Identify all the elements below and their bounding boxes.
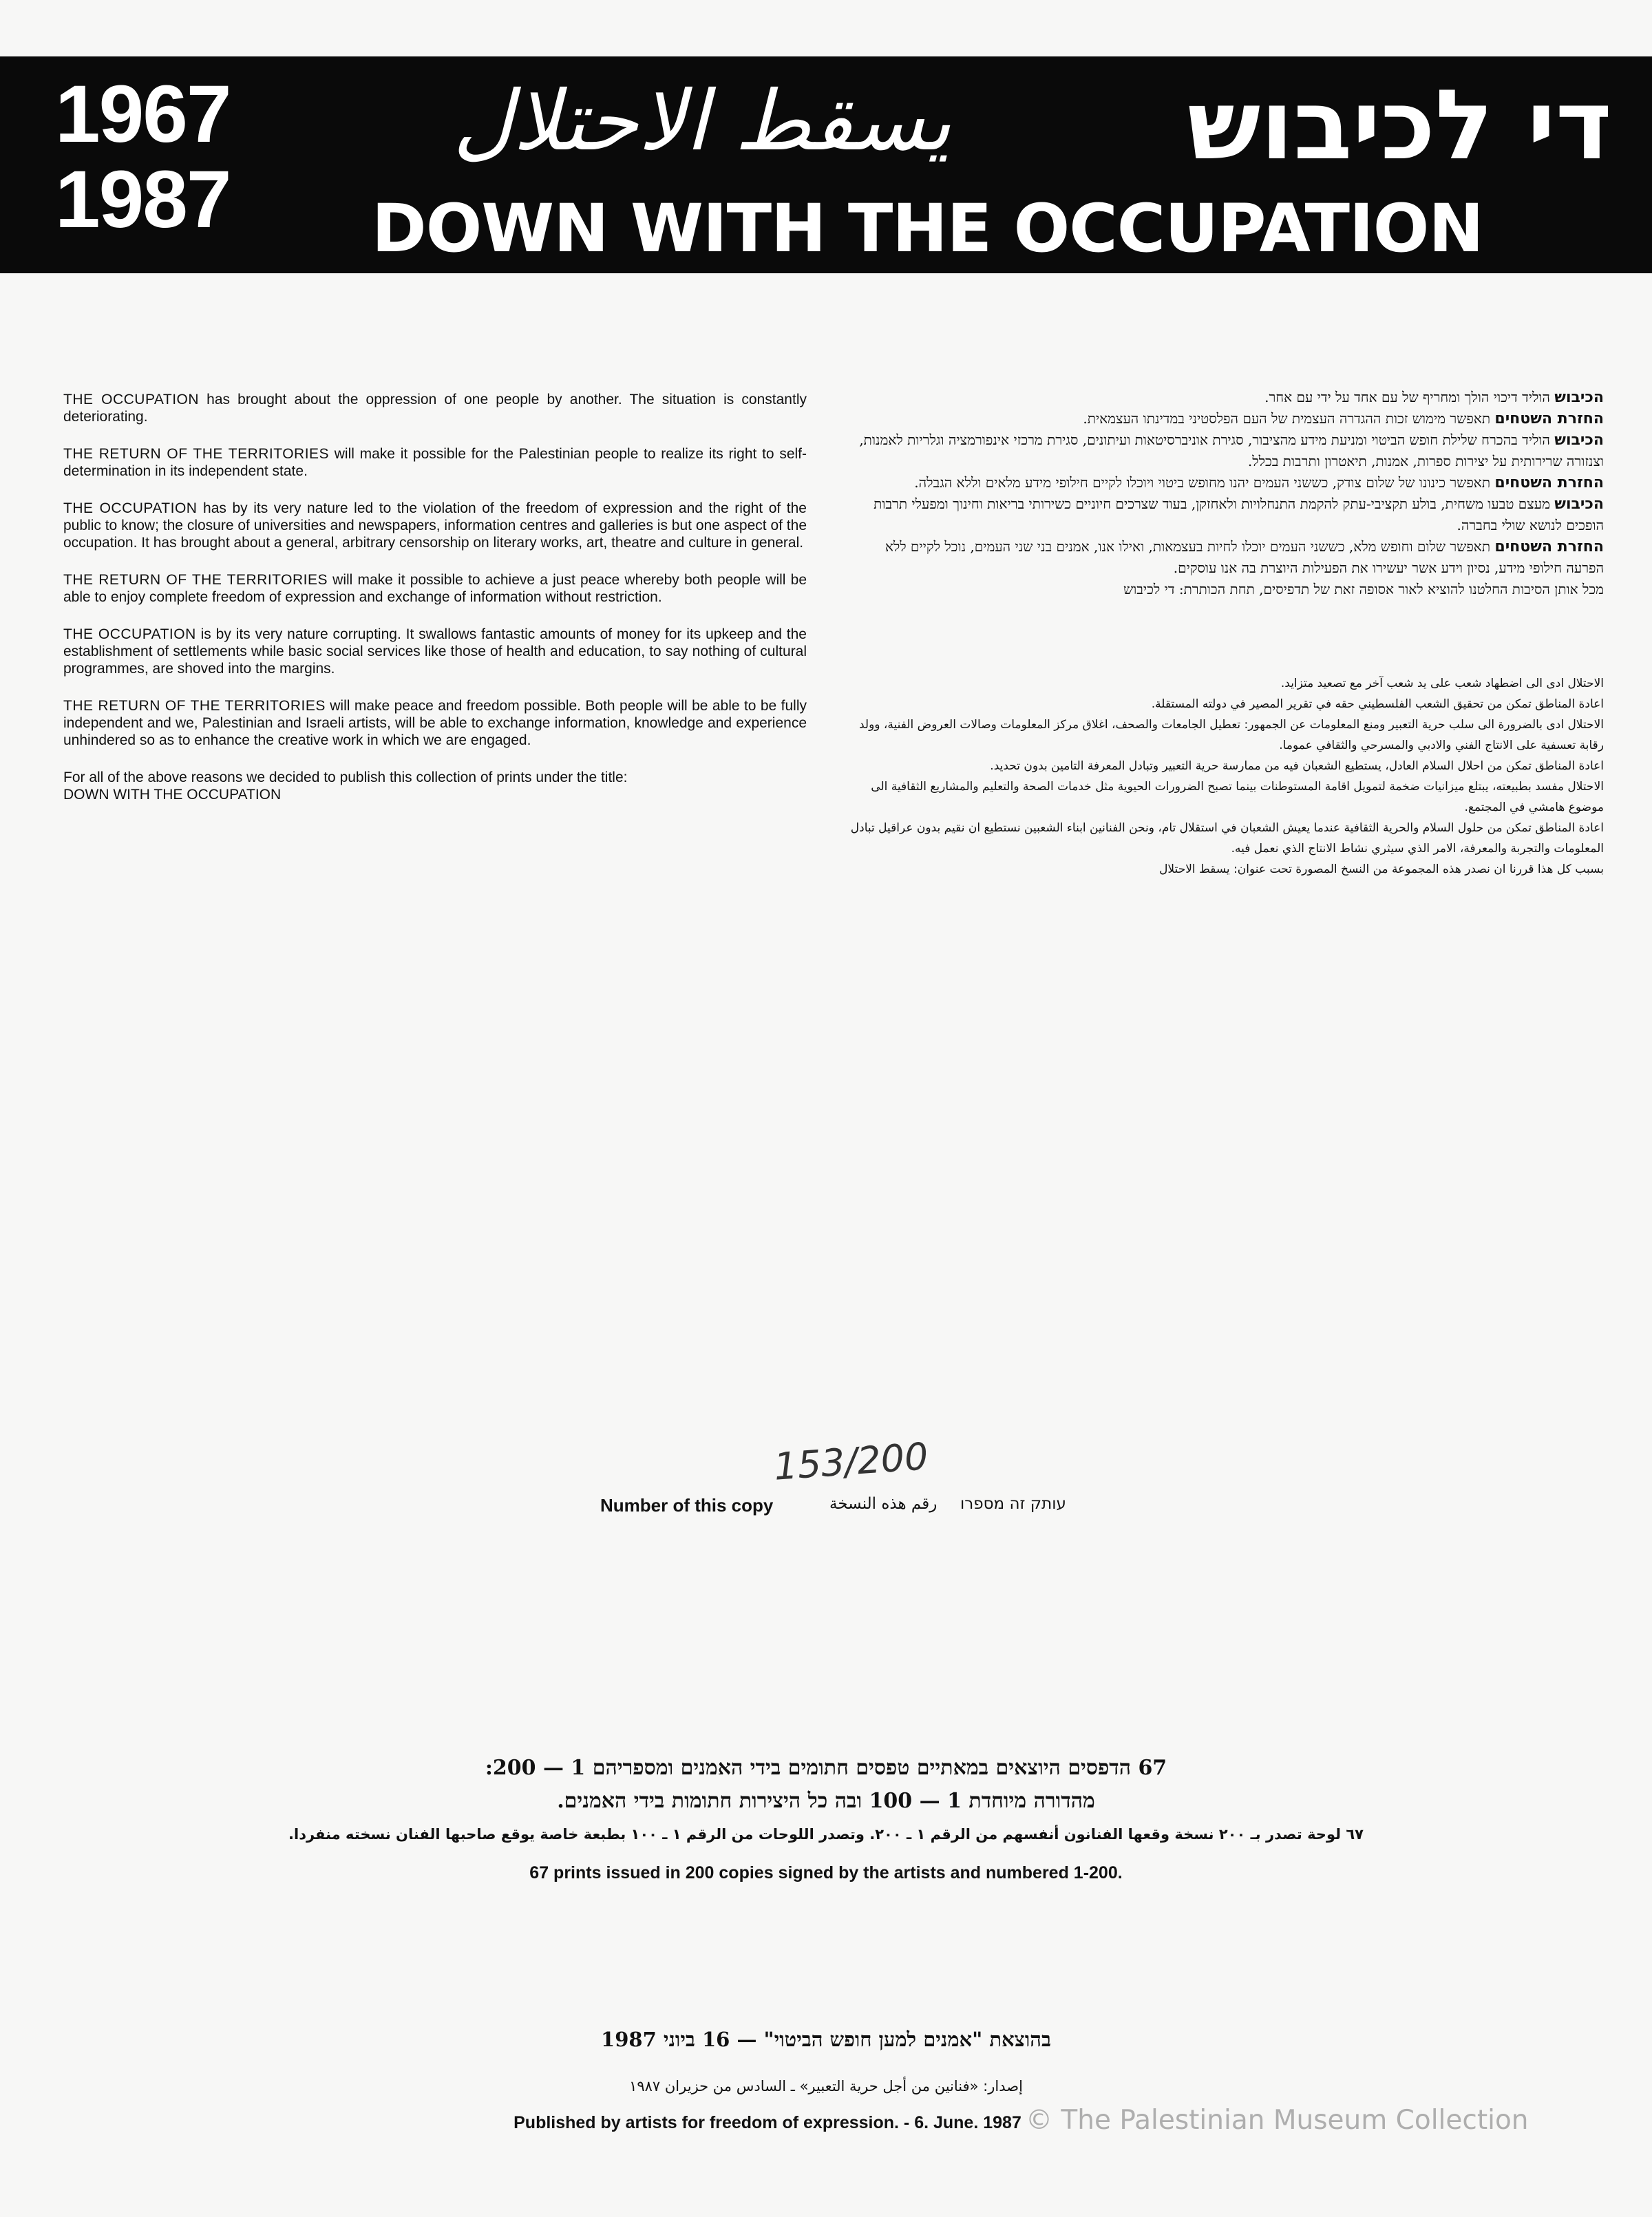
arabic-paragraph: اعادة المناطق تمكن من تحقيق الشعب الفلسطيني حقه في تقرير المصير في دولته المستقلة. [1151,697,1604,711]
arabic-title: يسقط الاحتلال [452,74,952,169]
copy-label-arabic: رقم هذه النسخة [829,1495,938,1513]
hebrew-paragraph: החזרת השטחים תאפשר שלום וחופש מלא, כששני העמים יוכלו לחיות בעצמאות, ואילו אנו, אמנים בני שני העמים, נוכל לקיים ללא הפרעה חילופי מידע, נסיון וידע אשר יעשירו את הפעילות היוצרת בה אנו עוסקים. [885,538,1604,576]
year-end: 1987 [55,154,231,245]
handwritten-copy-number: 153/200 [772,1434,930,1489]
collection-watermark: © The Palestinian Museum Collection [1026,2105,1529,2136]
arabic-paragraph: اعادة المناطق تمكن من احلال السلام العادل، يستطيع الشعبان فيه من ممارسة حرية التعبير وتبادل المعرفة التامين بدون تحديد. [990,759,1604,773]
hebrew-statement [847,387,1604,600]
years [55,69,317,245]
edition-hebrew-line-1: 67 הדפסים היוצאים במאתיים טפסים חתומים בידי האמנים ומספריהם 1 — 200: [485,1756,1167,1780]
english-paragraph: THE RETURN OF THE TERRITORIES will make peace and freedom possible. Both people will be able to be fully independent and we, Palestinian and Israeli artists, will be able to exchange information, knowledge and experience unhindered so as to enhance the creative work in which we are engaged. [63,698,807,748]
hebrew-paragraph: החזרת השטחים תאפשר מימוש זכות ההגדרה העצמית של העם הפלסטיני במדינתו העצמאית. [1083,410,1604,427]
arabic-paragraph: بسبب كل هذا قررنا ان نصدر هذه المجموعة من النسخ المصورة تحت عنوان: يسقط الاحتلال [1159,862,1604,876]
english-paragraph: THE RETURN OF THE TERRITORIES will make it possible to achieve a just peace whereby both people will be able to enjoy complete freedom of expression and exchange of information without restriction. [63,572,807,605]
english-paragraph: THE RETURN OF THE TERRITORIES will make it possible for the Palestinian people to realize its right to self-determination in its independent state. [63,446,807,479]
edition-english-line: 67 prints issued in 200 copies signed by the artists and numbered 1-200. [529,1863,1123,1882]
hebrew-paragraph: הכיבוש הוליד בהכרח שלילת חופש הביטוי ומניעת מידע מהציבור, סגירת אוניברסיטאות ועיתונים, סגירת מרכזי אינפורמציה וגלריות לאמנות, וצנזורה שרירותית על יצירות ספרות, אמנות, תיאטרון ותרבות בכלל. [859,432,1604,469]
arabic-paragraph: اعادة المناطق تمكن من حلول السلام والحرية الثقافية عندما يعيش الشعبان في استقلال تام، ونحن الفنانين ابناء الشعبين نستطيع ان نقيم بدون عراقيل تبادل المعلومات والتجربة والمعرفة، الامر الذي سيثري نشاط الانتاج الذي نعمل فيه. [850,821,1604,856]
arabic-paragraph: الاحتلال ادى الى اضطهاد شعب على يد شعب آخر مع تصعيد متزايد. [1280,677,1604,690]
english-paragraph: For all of the above reasons we decided to publish this collection of prints under the title: DOWN WITH THE OCCUPATION [63,770,628,803]
edition-arabic-line: ٦٧ لوحة تصدر بـ ٢٠٠ نسخة وقعها الفنانون أنفسهم من الرقم ١ ـ ٢٠٠. وتصدر اللوحات من الرقم ١ ـ ١٠٠ بطبعة خاصة يوقع صاحبها الفنان نسخته منفردا. [288,1826,1364,1843]
copy-number-row [413,1495,1239,1523]
publisher-arabic-line: إصدار: «فنانين من أجل حرية التعبير» ـ السادس من حزيران ١٩٨٧ [629,2078,1023,2094]
english-statement [63,391,807,803]
english-paragraph: THE OCCUPATION has brought about the oppression of one people by another. The situation is constantly deteriorating. [63,392,807,425]
edition-info [206,1752,1446,1895]
copy-label-hebrew: עותק זה מספרו [960,1495,1066,1513]
arabic-paragraph: الاحتلال ادى بالضرورة الى سلب حرية التعبير ومنع المعلومات عن الجمهور: تعطيل الجامعات والصحف، اغلاق مركز المعلومات وصالات العروض الفنية، وولد رقابة تعسفية على الانتاج الفني والادبي والمسرحي والثقافي عموما. [858,718,1604,752]
publisher-hebrew-line: בהוצאת "אמנים למען חופש הביטוי" — 16 ביוני 1987 [601,2028,1051,2051]
hebrew-paragraph: הכיבוש הוליד דיכוי הולך ומחריף של עם אחד על ידי עם אחר. [1264,389,1604,406]
arabic-paragraph: الاحتلال مفسد بطبيعته، يبتلع ميزانيات ضخمة لتمويل اقامة المستوطنات بينما تصبح الضرورات الحيوية مثل خدمات الصحة والتعليم والمشاريع الثقافية الى موضوع هامشي في المجتمع. [871,780,1604,814]
hebrew-title: די לכיבוש [1187,70,1612,182]
english-paragraph: THE OCCUPATION is by its very nature corrupting. It swallows fantastic amounts of money for its upkeep and the establishment of settlements while basic social services like those of health and education, to say nothing of cultural programmes, are shoved into the margins. [63,626,807,677]
hebrew-paragraph: החזרת השטחים תאפשר כינונו של שלום צודק, כששני העמים יהנו מחופש ביטוי ויוכלו לקיים חילופי מידע מלאים וללא הגבלה. [914,474,1604,491]
hebrew-paragraph: מכל אותן הסיבות החלטנו להוציא לאור אסופה זאת של תדפיסים, תחת הכותרת: די לכיבוש [1123,581,1604,597]
publisher-english-line: Published by artists for freedom of expression. - 6. June. 1987 [513,2113,1021,2132]
edition-hebrew-line-2: מהדורה מיוחדת 1 — 100 ובה כל היצירות חתומות בידי האמנים. [557,1789,1095,1813]
arabic-statement [847,673,1604,880]
copy-label-english: Number of this copy [600,1495,774,1516]
english-title: DOWN WITH THE OCCUPATION [372,190,1483,267]
hebrew-paragraph: הכיבוש מעצם טבעו משחית, בולע תקציבי-עתק להקמת התנחלויות ולאחזקן, בעוד שצרכים חיוניים כשירותי בריאות וחינוך ומפעלי תרבות הופכים לנושא שולי בחברה. [873,496,1604,533]
title-banner [0,56,1652,273]
english-paragraph: THE OCCUPATION has by its very nature led to the violation of the freedom of expression and the right of the public to know; the closure of universities and newspapers, information centres and galleries is but one aspect of the occupation. It has brought about a general, arbitrary censorship on literary works, art, theatre and culture in general. [63,500,807,551]
year-start: 1967 [55,69,231,160]
